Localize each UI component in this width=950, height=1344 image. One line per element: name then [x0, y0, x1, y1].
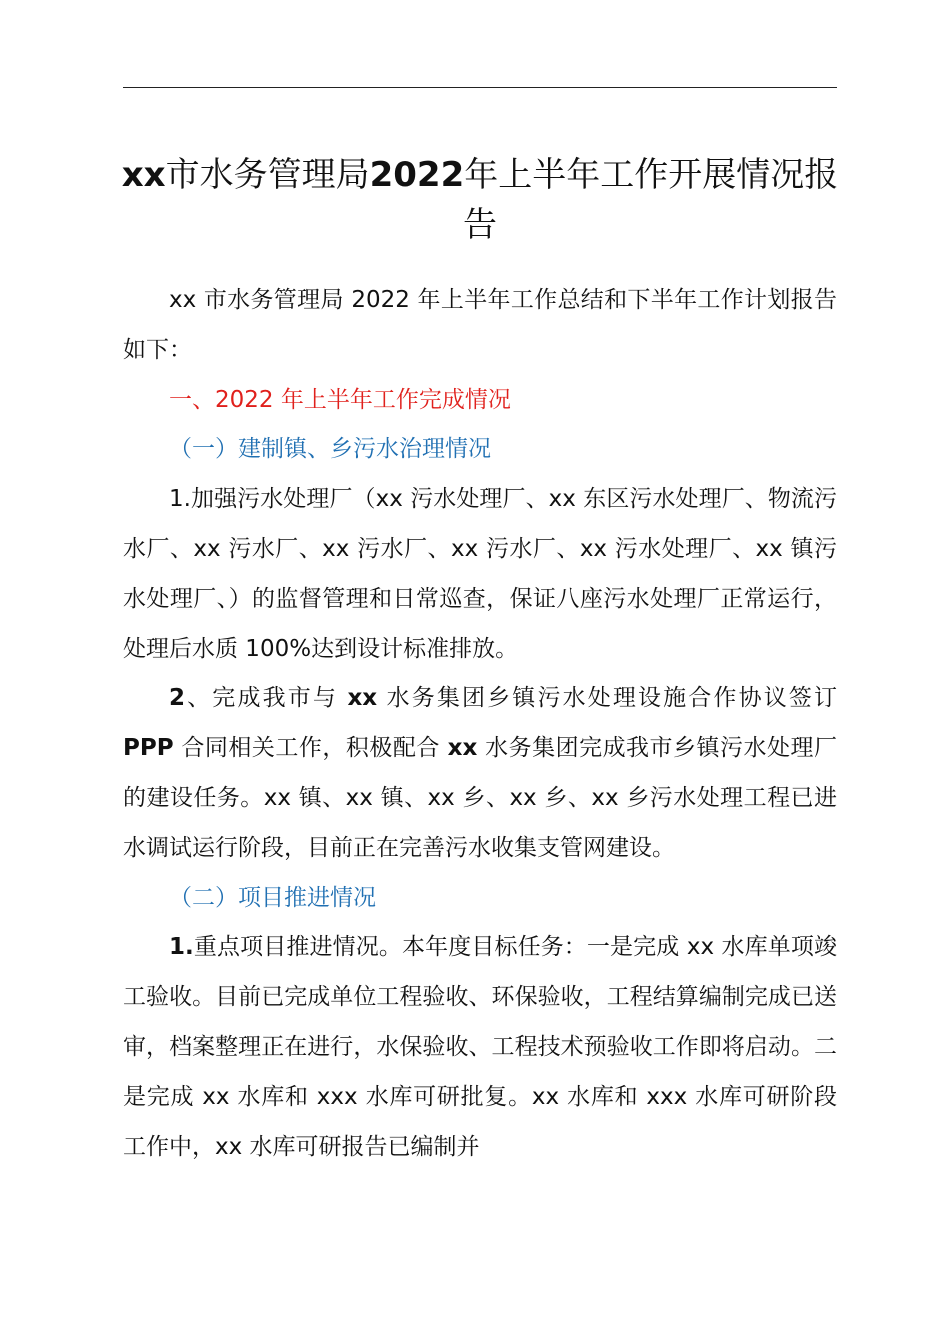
section-heading-1: 一、2022 年上半年工作完成情况 — [169, 386, 511, 413]
paragraph-1-2 — [123, 674, 837, 873]
item-number: 1. — [169, 934, 194, 961]
text-run: 、完成我市与 — [185, 685, 348, 712]
bold-run: xx — [447, 735, 478, 762]
text-run: 合同相关工作，积极配合 — [173, 735, 448, 762]
subsection-heading-1: （一）建制镇、乡污水治理情况 — [169, 436, 491, 463]
title-part1: 市水务管理局 — [165, 155, 370, 195]
text-run: 水务集团完成我市乡镇污水处理厂的建设任务。xx 镇、xx 镇、xx 乡、xx 乡、xx 乡污水处理工程已进水调试运行阶段，目前正在完善污水收集支管网建设。 — [123, 735, 838, 861]
intro-paragraph: xx 市水务管理局 2022 年上半年工作总结和下半年工作计划报告如下： — [123, 287, 837, 363]
title-year: 2022 — [369, 155, 465, 195]
paragraph-1-1: 1.加强污水处理厂（xx 污水处理厂、xx 东区污水处理厂、物流污水厂、xx 污水厂、xx 污水厂、xx 污水厂、xx 污水处理厂、xx 镇污水处理厂、）的监督管理和日常巡查，保证八座污水处理厂正常运行，处理后水质 100%达到设计标准排放。 — [123, 486, 837, 662]
text-run: 水务集团乡镇污水处理设施合作协议签订 — [377, 685, 838, 712]
title-part2: 年上半年工作开展情况报告 — [463, 155, 839, 245]
document-body — [123, 276, 837, 1172]
subsection-heading-2: （二）项目推进情况 — [169, 884, 376, 911]
paragraph-2-1 — [123, 923, 837, 1172]
bold-run: xx — [347, 685, 378, 712]
item-number: 2 — [169, 685, 186, 712]
bold-run: PPP — [123, 735, 174, 762]
header-rule — [123, 87, 837, 88]
title-prefix: xx — [121, 155, 166, 195]
text-run: 重点项目推进情况。本年度目标任务：一是完成 xx 水库单项竣工验收。目前已完成单位工程验收、环保验收，工程结算编制完成已送审，档案整理正在进行，水保验收、工程技术预验收工作即将启动。二是完成 xx 水库和 xxx 水库可研批复。xx 水库和 xxx 水库可研阶段工作中，xx 水库可研报告已编制并 — [123, 934, 837, 1160]
document-title — [110, 150, 850, 250]
